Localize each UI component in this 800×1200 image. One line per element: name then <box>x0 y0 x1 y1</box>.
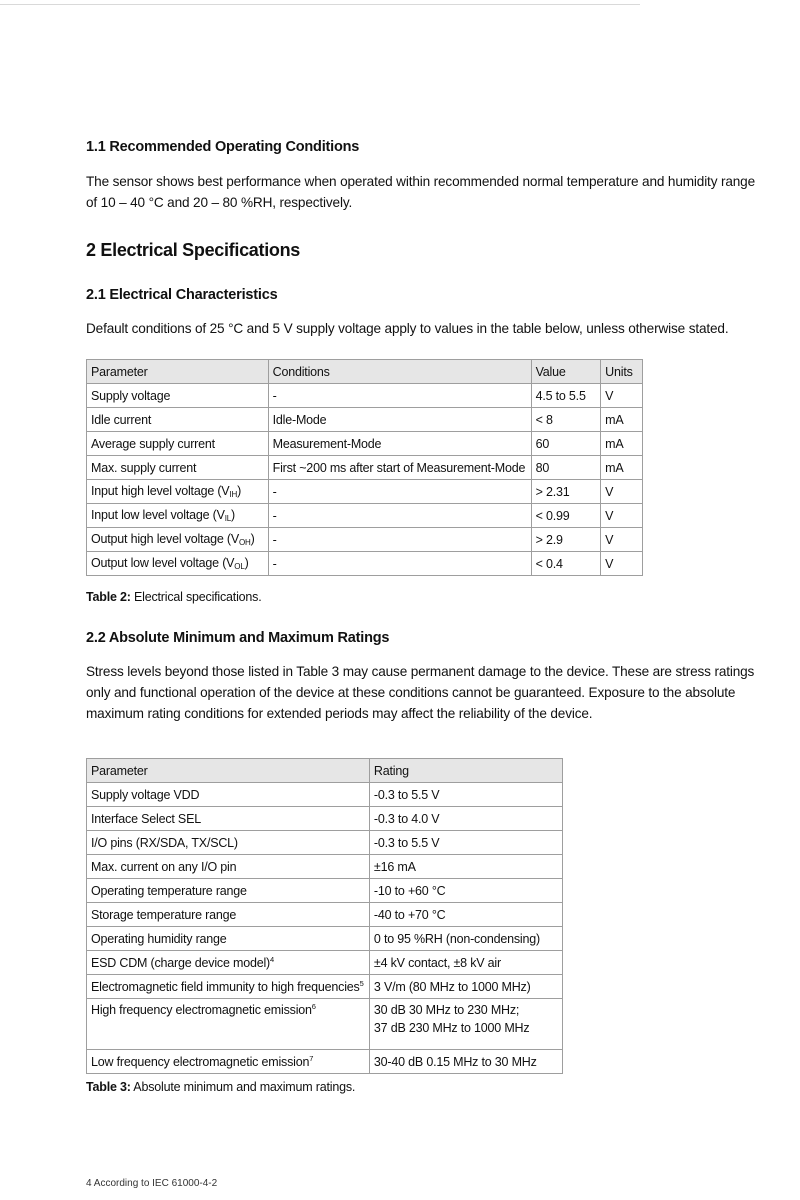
table-row <box>87 855 563 879</box>
footnote-ref: 6 <box>311 1002 316 1011</box>
cell-conditions: Idle-Mode <box>268 408 531 432</box>
cell-rating: -10 to +60 °C <box>369 879 562 903</box>
header-value: Value <box>531 360 601 384</box>
cell-units: V <box>601 384 643 408</box>
cell-units: mA <box>601 456 643 480</box>
table-row <box>87 432 643 456</box>
footnote-ref: 5 <box>359 979 364 988</box>
footnote-ref: 4 <box>269 955 274 964</box>
cell-rating: ±4 kV contact, ±8 kV air <box>369 951 562 975</box>
table-row <box>87 1050 563 1074</box>
table-row <box>87 552 643 576</box>
table-row <box>87 903 563 927</box>
cell-parameter: Output high level voltage $(V_{OH})$ <box>87 528 269 552</box>
cell-conditions: First ~200 ms after start of Measurement-Mode <box>268 456 531 480</box>
table-header-row <box>87 360 643 384</box>
cell-parameter: Idle current <box>87 408 269 432</box>
table-row <box>87 975 563 999</box>
cell-conditions: - <box>268 384 531 408</box>
table-3-caption: Table 3: Absolute minimum and maximum ratings. <box>86 1080 356 1094</box>
cell-rating: -40 to +70 °C <box>369 903 562 927</box>
section-2-title: 2 Electrical Specifications <box>86 240 300 260</box>
cell-conditions: - <box>268 480 531 504</box>
header-units: Units <box>601 360 643 384</box>
header-parameter: Parameter <box>87 759 370 783</box>
cell-value: < 0.4 <box>531 552 601 576</box>
cell-units: V <box>601 528 643 552</box>
cell-value: < 0.99 <box>531 504 601 528</box>
cell-value: > 2.31 <box>531 480 601 504</box>
page-top-divider <box>0 4 640 5</box>
cell-rating: ±16 mA <box>369 855 562 879</box>
cell-rating: 30 dB 30 MHz to 230 MHz; 37 dB 230 MHz to 1000 MHz <box>369 999 562 1050</box>
cell-parameter: Max. supply current <box>87 456 269 480</box>
table-row <box>87 783 563 807</box>
cell-parameter: High frequency electromagnetic emission$^6$ <box>87 999 370 1050</box>
cell-units: V <box>601 480 643 504</box>
table-row <box>87 807 563 831</box>
cell-rating: 0 to 95 %RH (non-condensing) <box>369 927 562 951</box>
cell-parameter: Supply voltage VDD <box>87 783 370 807</box>
section-2-2-paragraph: Stress levels beyond those listed in Table 3 may cause permanent damage to the device. These are stress ratings only and functional operation of the device at these conditions cannot be guaranteed. Exposure to the absolute maximum rating conditions for extended periods may affect the reliability of the device. <box>86 664 755 721</box>
table-row <box>87 408 643 432</box>
cell-parameter: Input high level voltage $(V_{IH})$ <box>87 480 269 504</box>
cell-rating: 3 V/m (80 MHz to 1000 MHz) <box>369 975 562 999</box>
header-parameter: Parameter <box>87 360 269 384</box>
table-row <box>87 951 563 975</box>
cell-conditions: - <box>268 504 531 528</box>
cell-value: > 2.9 <box>531 528 601 552</box>
cell-value: 4.5 to 5.5 <box>531 384 601 408</box>
cell-parameter: Storage temperature range <box>87 903 370 927</box>
table-row <box>87 456 643 480</box>
cell-value: 60 <box>531 432 601 456</box>
table-header-row <box>87 759 563 783</box>
table-2-caption: Table 2: Electrical specifications. <box>86 590 262 604</box>
cell-parameter: Input low level voltage $(V_{IL})$ <box>87 504 269 528</box>
cell-parameter: Output low level voltage $(V_{OL})$ <box>87 552 269 576</box>
cell-parameter: Average supply current <box>87 432 269 456</box>
section-2-2-title: 2.2 Absolute Minimum and Maximum Ratings <box>86 630 390 646</box>
cell-conditions: - <box>268 528 531 552</box>
table-row <box>87 879 563 903</box>
cell-units: mA <box>601 408 643 432</box>
cell-conditions: - <box>268 552 531 576</box>
footnote: 4 According to IEC 61000-4-2 <box>86 1178 218 1189</box>
table-row <box>87 528 643 552</box>
table-row <box>87 384 643 408</box>
header-rating: Rating <box>369 759 562 783</box>
absolute-ratings-table <box>86 758 563 1074</box>
section-1-1-paragraph: The sensor shows best performance when operated within recommended normal temperature and humidity range of 10 – 40 °C and 20 – 80 %RH, respectively. <box>86 174 755 210</box>
cell-parameter: Electromagnetic field immunity to high frequencies$^5$ <box>87 975 370 999</box>
cell-rating: 30-40 dB 0.15 MHz to 30 MHz <box>369 1050 562 1074</box>
table-row <box>87 927 563 951</box>
cell-value: < 8 <box>531 408 601 432</box>
table-row <box>87 999 563 1050</box>
cell-rating: -0.3 to 4.0 V <box>369 807 562 831</box>
cell-rating: -0.3 to 5.5 V <box>369 831 562 855</box>
section-2-1-paragraph: Default conditions of 25 °C and 5 V supply voltage apply to values in the table below, unless otherwise stated. <box>86 321 729 336</box>
electrical-specs-table <box>86 359 643 576</box>
cell-value: 80 <box>531 456 601 480</box>
cell-units: V <box>601 552 643 576</box>
cell-parameter: Operating temperature range <box>87 879 370 903</box>
cell-parameter: Interface Select SEL <box>87 807 370 831</box>
cell-parameter: Max. current on any I/O pin <box>87 855 370 879</box>
section-2-1-title: 2.1 Electrical Characteristics <box>86 287 278 303</box>
table-row <box>87 831 563 855</box>
cell-parameter: Supply voltage <box>87 384 269 408</box>
header-conditions: Conditions <box>268 360 531 384</box>
cell-conditions: Measurement-Mode <box>268 432 531 456</box>
cell-parameter: ESD CDM (charge device model)$^4$ <box>87 951 370 975</box>
table-row <box>87 504 643 528</box>
cell-parameter: Low frequency electromagnetic emission$^7$ <box>87 1050 370 1074</box>
footnote-ref: 7 <box>309 1054 314 1063</box>
cell-units: mA <box>601 432 643 456</box>
cell-parameter: I/O pins (RX/SDA, TX/SCL) <box>87 831 370 855</box>
cell-rating: -0.3 to 5.5 V <box>369 783 562 807</box>
section-1-1-title: 1.1 Recommended Operating Conditions <box>86 139 360 155</box>
cell-parameter: Operating humidity range <box>87 927 370 951</box>
table-row <box>87 480 643 504</box>
cell-units: V <box>601 504 643 528</box>
